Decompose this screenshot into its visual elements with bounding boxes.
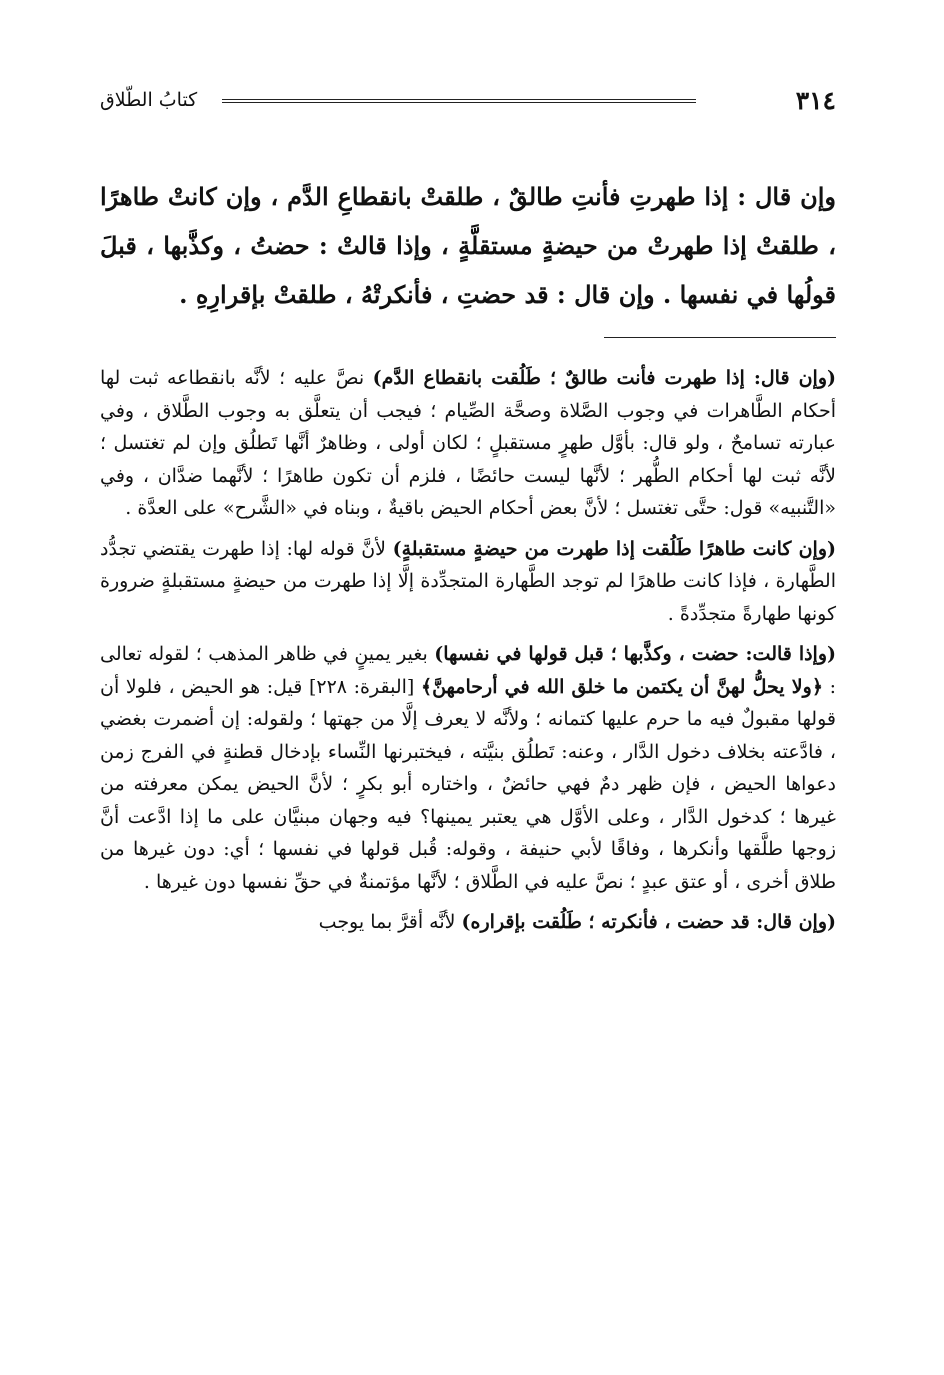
commentary-text: نصَّ عليه ؛ لأنَّه بانقطاعه ثبت لها أحكام الطَّاهرات في وجوب الصَّلاة وصحَّة الصِّيام ؛ فيجب أن يتعلَّق به وجوب الطَّلاق ، وفي عبارته تسامحٌ ، ولو قال: بأوَّل طهرٍ مستقبلٍ ؛ لكان أولى ، وظاهرٌ أنَّها تَطلُق وإن لم تغتسل ؛ لأنَّه ثبت لها أحكام الطُّهر ؛ لأنَّها ليست حائضًا ، فلزم أن تكون طاهرًا ؛ لأنَّهما ضدَّان ، وفي «التَّنبيه» قول: حتَّى تغتسل ؛ لأنَّ بعض أحكام الحيض باقيةٌ ، وبناه في «الشَّرح» على العدَّة . (100, 367, 836, 519)
header-rule (222, 99, 696, 103)
commentary (100, 362, 836, 939)
footnote-separator (604, 337, 836, 338)
page-number: ٣١٤ (795, 85, 836, 115)
commentary-paragraph (100, 906, 836, 939)
commentary-lemma: (وإن قال: قد حضت ، فأنكرته ؛ طَلُقت بإقراره) (461, 911, 836, 933)
commentary-text: [البقرة: ٢٢٨] قيل: هو الحيض ، فلولا أن قولها مقبولٌ فيه ما حرم عليها كتمانه ؛ ولأنَّه لا يعرف إلَّا من جهتها ؛ ولقوله: إن أضمرت بغضي ، فادَّعته بخلاف دخول الدَّار ، وعنه: تَطلُق بنيَّته ، فيختبرنها النِّساء بإدخال قطنةٍ في الفرج زمن دعواها الحيض ، فإن ظهر دمٌ فهي حائضٌ ، واختاره أبو بكرٍ ؛ لأنَّ الحيض يمكن معرفته من غيرها ؛ كدخول الدَّار ، وعلى الأوَّل هي يعتبر يمينها؟ فيه وجهان مبنيَّان على ما إذا ادَّعت أنَّ زوجها طلَّقها وأنكرها ، وفاقًا لأبي حنيفة ، وقوله: قُبل قولها في نفسها ؛ أي: دون غيرها من طلاق أخرى ، أو عتق عبدٍ ؛ نصَّ عليه في الطَّلاق ؛ لأنَّها مؤتمنةٌ في حقِّ نفسها دون غيرها . (100, 675, 836, 893)
commentary-paragraph (100, 362, 836, 525)
commentary-lemma: (وإن كانت طاهرًا طَلُقت إذا طهرت من حيضةٍ مستقبلةٍ) (392, 537, 836, 560)
commentary-lemma: (وإذا قالت: حضت ، وكذَّبها ؛ قبل قولها في نفسها) (434, 643, 837, 665)
commentary-text: لأنَّ قوله لها: إذا طهرت يقتضي تجدُّد الطَّهارة ، فإذا كانت طاهرًا لم توجد الطَّهارة المتجدِّدة إلَّا إذا طهرت من حيضةٍ مستقبلةٍ ضرورة كونها طهارةً متجدِّدةً . (100, 537, 836, 625)
commentary-text: لأنَّه أقرَّ بما يوجب (318, 911, 462, 933)
quran-verse: ﴿ولا يحلُّ لهنَّ أن يكتمن ما خلق الله في أرحامهنَّ﴾ (420, 675, 823, 698)
main-text: وإن قال : إذا طهرتِ فأنتِ طالقٌ ، طلقتْ بانقطاعِ الدَّم ، وإن كانتْ طاهرًا ، طلقتْ إذا طهرتْ من حيضةٍ مستقلَّةٍ ، وإذا قالتْ : حضتُ ، وكذَّبها ، قبلَ قولُها في نفسها . وإن قال : قد حضتِ ، فأنكرتْهُ ، طلقتْ بإقرارِهِ . (100, 182, 836, 309)
commentary-text: بغير يمينٍ في ظاهر المذهب ؛ لقوله تعالى : (100, 643, 836, 698)
page-header (100, 80, 836, 120)
commentary-paragraph (100, 533, 836, 631)
commentary-paragraph (100, 638, 836, 898)
commentary-lemma: (وإن قال: إذا طهرت فأنت طالقٌ ؛ طَلُقت بانقطاع الدَّم) (372, 367, 836, 389)
running-title: كتابُ الطّلاق (100, 89, 198, 111)
document-page (100, 80, 836, 947)
